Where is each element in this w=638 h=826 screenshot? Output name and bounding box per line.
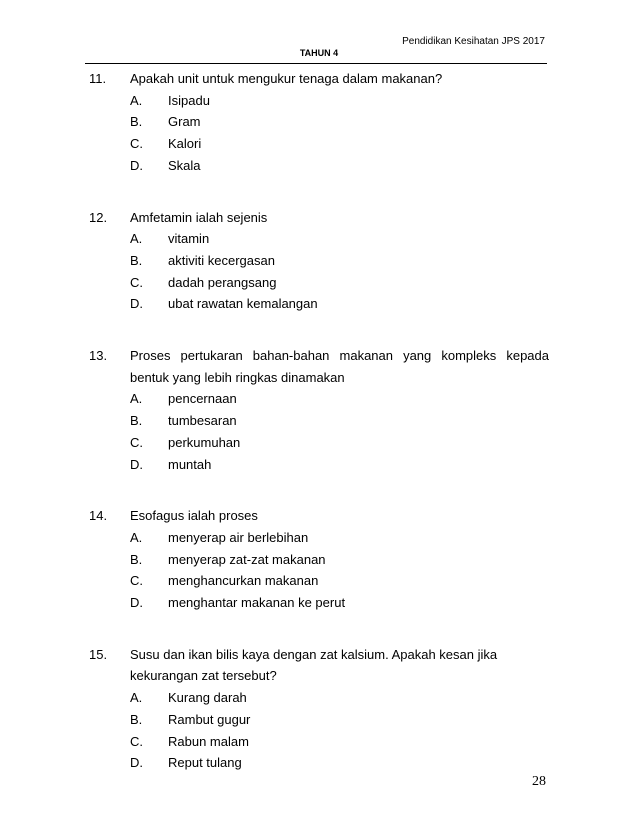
question-list — [89, 68, 549, 804]
option-letter: D. — [130, 755, 143, 771]
option-b — [89, 410, 549, 432]
option-b — [89, 549, 549, 571]
question-text: Esofagus ialah proses — [130, 508, 258, 524]
question-13 — [89, 345, 549, 475]
option-text: vitamin — [168, 231, 210, 247]
option-text: menghantar makanan ke perut — [168, 595, 346, 611]
option-a — [89, 90, 549, 112]
option-letter: B. — [130, 252, 143, 268]
question-number: 11. — [89, 71, 107, 86]
option-letter: A. — [130, 92, 143, 108]
question-text: Susu dan ikan bilis kaya dengan zat kalsium. Apakah kesan jika kekurangan zat tersebut? — [130, 646, 498, 684]
option-text: Kurang darah — [168, 690, 247, 706]
option-c — [89, 731, 549, 753]
option-b — [89, 111, 549, 133]
option-letter: C. — [130, 733, 143, 749]
option-c — [89, 133, 549, 155]
option-text: Kalori — [168, 136, 202, 152]
option-text: Isipadu — [168, 92, 210, 108]
option-text: menyerap zat-zat makanan — [168, 551, 326, 567]
option-c — [89, 432, 549, 454]
option-text: menghancurkan makanan — [168, 573, 319, 589]
option-text: Gram — [168, 114, 201, 130]
option-letter: A. — [130, 231, 143, 247]
question-text: Apakah unit untuk mengukur tenaga dalam makanan? — [130, 71, 443, 86]
option-d — [89, 752, 549, 774]
option-text: Rabun malam — [168, 733, 249, 749]
option-letter: D. — [130, 595, 143, 611]
class-level-header: TAHUN 4 — [299, 48, 339, 58]
question-number: 15. — [89, 646, 108, 662]
question-text: Amfetamin ialah sejenis — [130, 209, 268, 225]
option-letter: D. — [130, 456, 143, 472]
option-letter: A. — [130, 529, 143, 545]
option-a — [89, 388, 549, 410]
option-letter: D. — [130, 296, 143, 312]
option-d — [89, 592, 549, 614]
option-letter: B. — [130, 711, 143, 727]
question-12 — [89, 207, 549, 316]
option-letter: C. — [130, 434, 143, 450]
option-b — [89, 709, 549, 731]
page-number: 28 — [532, 774, 546, 789]
option-letter: A. — [130, 690, 143, 706]
question-14 — [89, 505, 549, 614]
option-d — [89, 454, 549, 476]
option-text: dadah perangsang — [168, 274, 277, 290]
option-text: Reput tulang — [168, 755, 242, 771]
option-letter: B. — [130, 551, 143, 567]
option-letter: D. — [130, 157, 143, 173]
option-text: aktiviti kecergasan — [168, 252, 275, 268]
option-c — [89, 570, 549, 592]
option-d — [89, 155, 549, 177]
option-text: tumbesaran — [168, 413, 237, 429]
question-number: 13. — [89, 348, 108, 364]
header-divider — [85, 63, 547, 64]
option-text: Skala — [168, 157, 201, 173]
option-letter: B. — [130, 114, 143, 130]
option-text: muntah — [168, 456, 212, 472]
option-d — [89, 293, 549, 315]
question-11 — [89, 68, 549, 177]
question-number: 14. — [89, 508, 108, 524]
option-b — [89, 250, 549, 272]
question-15 — [89, 644, 549, 774]
option-text: pencernaan — [168, 391, 237, 407]
option-a — [89, 687, 549, 709]
document-subject-header: Pendidikan Kesihatan JPS 2017 — [402, 36, 545, 47]
option-letter: C. — [130, 136, 143, 152]
question-number: 12. — [89, 209, 108, 225]
option-text: ubat rawatan kemalangan — [168, 296, 318, 312]
option-letter: C. — [130, 573, 143, 589]
question-text: Proses pertukaran bahan-bahan makanan yang kompleks kepada bentuk yang lebih ringkas dinamakan — [130, 348, 549, 385]
option-a — [89, 228, 549, 250]
option-text: menyerap air berlebihan — [168, 529, 309, 545]
option-c — [89, 272, 549, 294]
option-text: Rambut gugur — [168, 711, 251, 727]
option-letter: A. — [130, 391, 143, 407]
option-text: perkumuhan — [168, 434, 241, 450]
option-letter: C. — [130, 274, 143, 290]
option-a — [89, 527, 549, 549]
option-letter: B. — [130, 413, 143, 429]
